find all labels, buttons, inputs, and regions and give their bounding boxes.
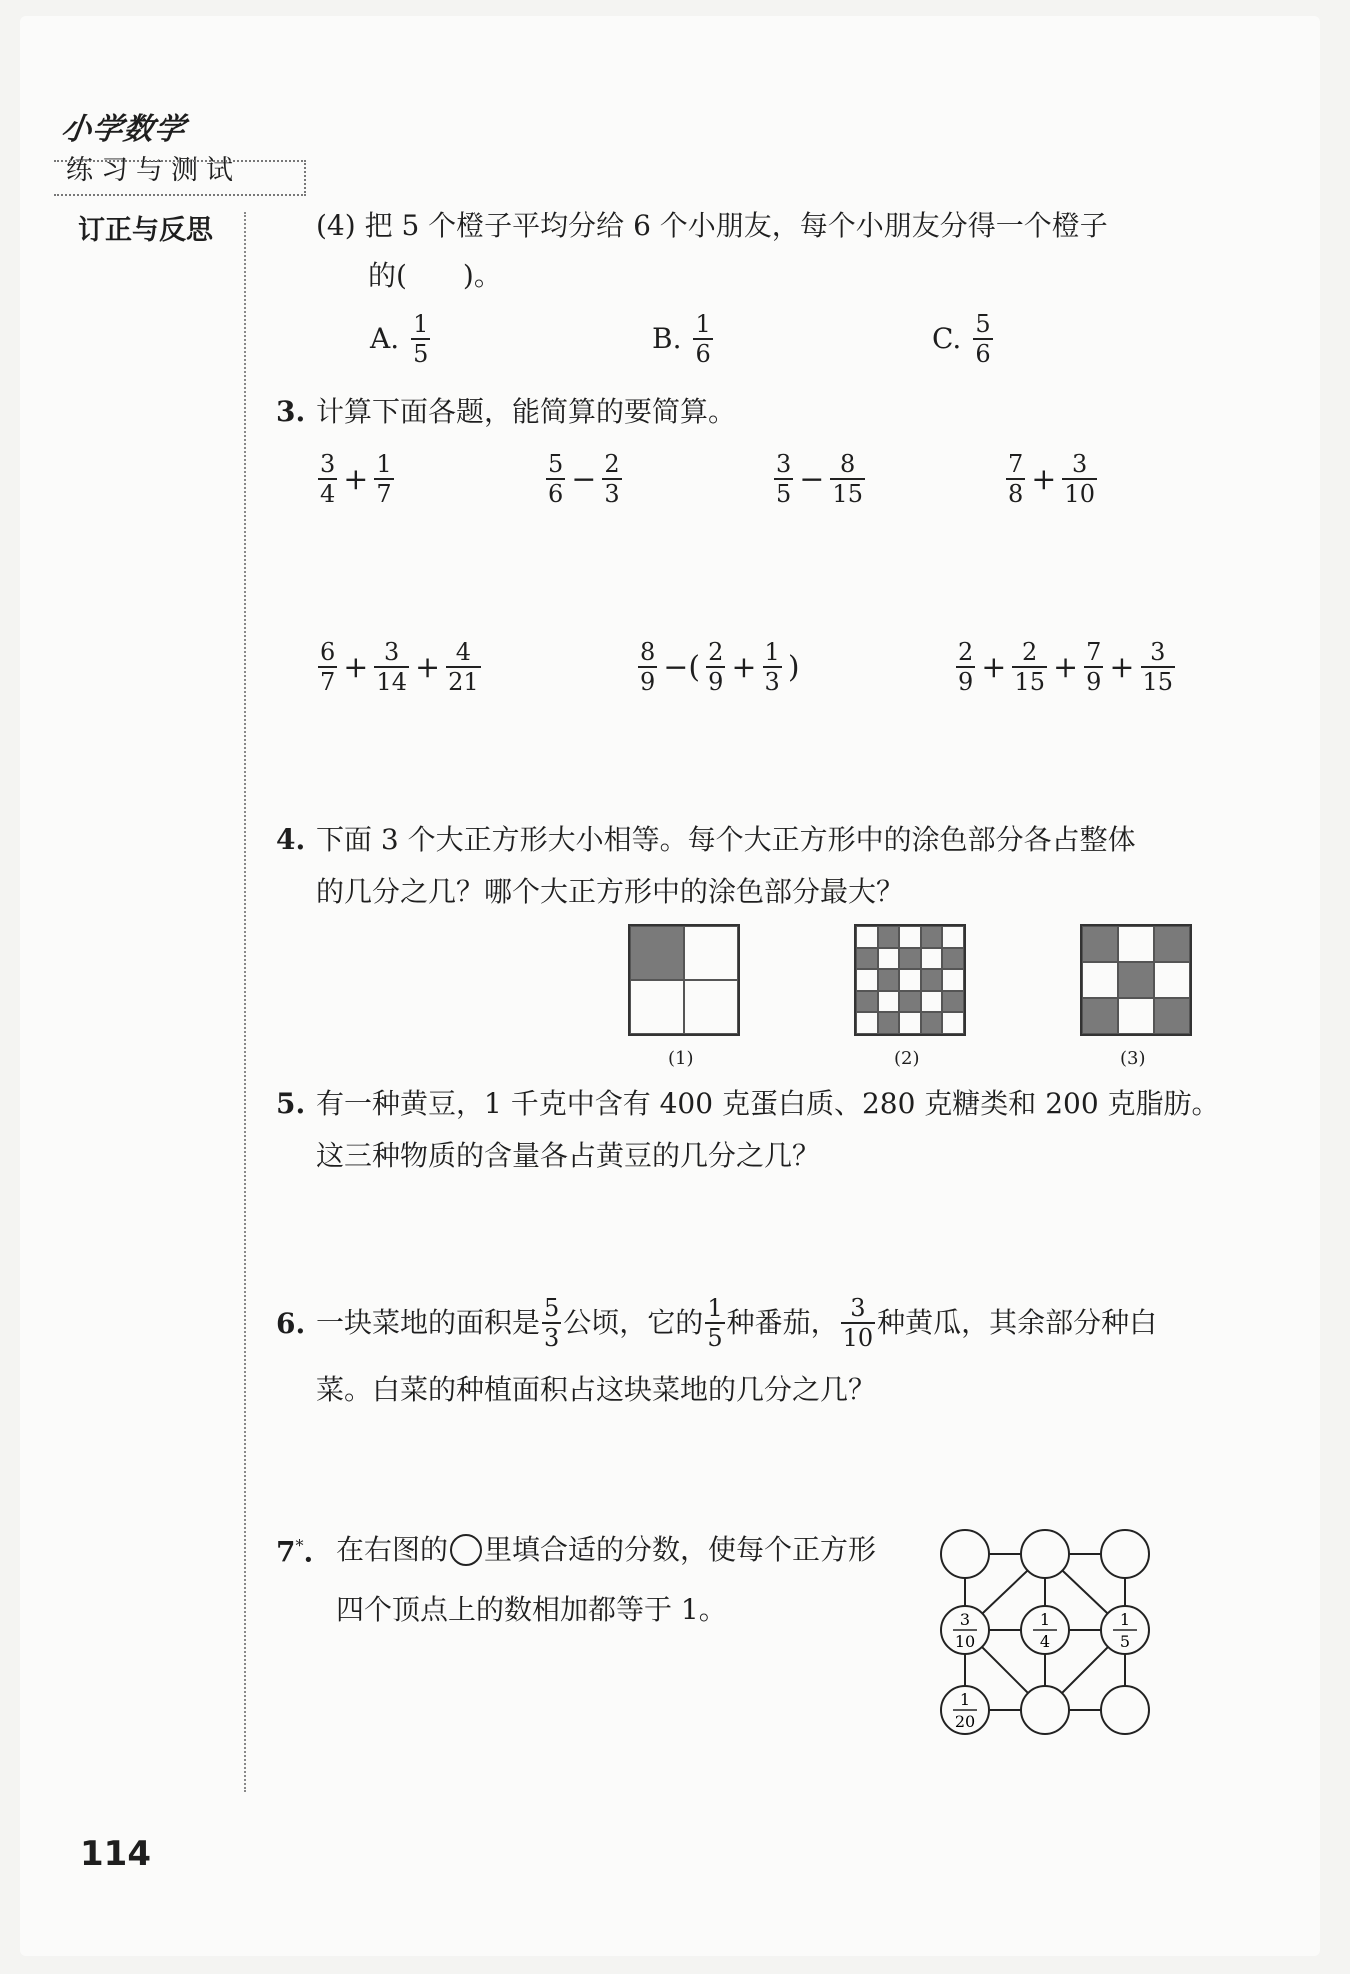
node-denominator: 20 xyxy=(954,1712,976,1731)
q3-expr-6: $\frac{8}{9}$ −( $\frac{2}{9}$ + $\frac{1}{3}$ ) xyxy=(640,638,800,696)
grid-cell xyxy=(921,991,943,1013)
series-title: 小学数学 xyxy=(59,112,188,147)
grid-cell xyxy=(1118,998,1154,1034)
margin-divider xyxy=(244,212,246,1792)
grid-cell xyxy=(899,926,921,948)
grid-cell xyxy=(899,948,921,970)
q7-line2: 四个顶点上的数相加都等于 1。 xyxy=(336,1593,727,1626)
node-numerator: 1 xyxy=(1119,1610,1131,1629)
grid-cell xyxy=(878,991,900,1013)
diagram-node-circle xyxy=(1101,1686,1149,1734)
page-number: 114 xyxy=(80,1834,151,1874)
q3-expr-5: $\frac{6}{7}$ + $\frac{3}{14}$ + $\frac{4}{21}$ xyxy=(320,638,479,696)
node-numerator: 3 xyxy=(959,1610,971,1629)
grid-cell xyxy=(878,926,900,948)
grid-cell xyxy=(942,948,964,970)
grid-cell xyxy=(684,980,738,1034)
grid-cell xyxy=(1154,926,1190,962)
square-figure-1 xyxy=(628,924,740,1036)
header-dotted-box xyxy=(54,160,306,196)
grid-cell xyxy=(942,926,964,948)
node-denominator: 5 xyxy=(1119,1632,1131,1651)
square-figure-3 xyxy=(1080,924,1192,1036)
q3-number: 3. xyxy=(276,395,306,428)
q3-expr-7: $\frac{2}{9}$ + $\frac{2}{15}$ + $\frac{7}{9}$ + $\frac{3}{15}$ xyxy=(958,638,1174,696)
node-denominator: 10 xyxy=(954,1632,976,1651)
grid-cell xyxy=(856,1012,878,1034)
q4-line2: 的几分之几？哪个大正方形中的涂色部分最大？ xyxy=(316,875,905,908)
grid-cell xyxy=(878,1012,900,1034)
grid-cell xyxy=(684,926,738,980)
circle-symbol-icon xyxy=(450,1534,482,1566)
q7-number: 7*. xyxy=(276,1535,314,1569)
grid-cell xyxy=(878,969,900,991)
sidebar-label: 订正与反思 xyxy=(78,215,213,246)
grid-cell xyxy=(856,991,878,1013)
q3-expr-2: $\frac{5}{6}$ − $\frac{2}{3}$ xyxy=(548,450,620,508)
grid-cell xyxy=(1118,962,1154,998)
diagram-node-circle xyxy=(1101,1530,1149,1578)
q6-line2: 菜。白菜的种植面积占这块菜地的几分之几？ xyxy=(316,1373,877,1406)
diagram-node-circle xyxy=(1021,1686,1069,1734)
option-fraction: $\frac{1}{5}$ xyxy=(413,310,429,368)
option-fraction: $\frac{1}{6}$ xyxy=(695,310,711,368)
node-numerator: 1 xyxy=(959,1690,971,1709)
grid-cell xyxy=(899,991,921,1013)
square-circle-diagram xyxy=(930,1524,1170,1744)
q3-title: 计算下面各题，能简算的要简算。 xyxy=(316,395,737,428)
grid-cell xyxy=(630,980,684,1034)
grid-cell xyxy=(856,948,878,970)
square-figure-2 xyxy=(854,924,966,1036)
q5-line1: 有一种黄豆，1 千克中含有 400 克蛋白质、280 克糖类和 200 克脂肪。 xyxy=(316,1087,1220,1120)
q6-number: 6. xyxy=(276,1307,306,1340)
grid-cell xyxy=(1082,998,1118,1034)
q5-number: 5. xyxy=(276,1087,306,1120)
grid-cell xyxy=(1082,926,1118,962)
node-denominator: 4 xyxy=(1039,1632,1051,1651)
grid-cell xyxy=(899,969,921,991)
q4-line1: 下面 3 个大正方形大小相等。每个大正方形中的涂色部分各占整体 xyxy=(316,823,1136,856)
option-label: A. xyxy=(370,322,400,355)
q2-4-option-b xyxy=(652,312,715,366)
grid-cell xyxy=(1082,962,1118,998)
q3-expr-1: $\frac{3}{4}$ + $\frac{1}{7}$ xyxy=(320,450,392,508)
q2-4-option-a xyxy=(370,312,432,366)
grid-cell xyxy=(942,991,964,1013)
grid-cell xyxy=(1118,926,1154,962)
q3-expr-3: $\frac{3}{5}$ − $\frac{8}{15}$ xyxy=(776,450,863,508)
option-fraction: $\frac{5}{6}$ xyxy=(975,310,991,368)
grid-cell xyxy=(878,948,900,970)
grid-cell xyxy=(856,926,878,948)
grid-cell xyxy=(1154,962,1190,998)
q5-line2: 这三种物质的含量各占黄豆的几分之几？ xyxy=(316,1139,821,1172)
square-caption-3: (3) xyxy=(1120,1048,1146,1069)
q2-4-text-cont: 的( )。 xyxy=(368,259,502,292)
q2-4-option-c xyxy=(932,312,995,366)
grid-cell xyxy=(942,969,964,991)
grid-cell xyxy=(921,969,943,991)
grid-cell xyxy=(856,969,878,991)
q2-4-text: (4) 把 5 个橙子平均分给 6 个小朋友，每个小朋友分得一个橙子 xyxy=(316,209,1108,242)
diagram-node-circle xyxy=(1021,1530,1069,1578)
series-subtitle: 练习与测试 xyxy=(66,155,241,186)
node-numerator: 1 xyxy=(1039,1610,1051,1629)
q3-expr-4: $\frac{7}{8}$ + $\frac{3}{10}$ xyxy=(1008,450,1095,508)
q7-line1: 在右图的 里填合适的分数，使每个正方形 xyxy=(336,1533,877,1566)
square-caption-1: (1) xyxy=(668,1048,694,1069)
diagram-node-circle xyxy=(941,1530,989,1578)
option-label: B. xyxy=(652,322,682,355)
grid-cell xyxy=(1154,998,1190,1034)
grid-cell xyxy=(942,1012,964,1034)
grid-cell xyxy=(921,926,943,948)
grid-cell xyxy=(899,1012,921,1034)
square-caption-2: (2) xyxy=(894,1048,920,1069)
grid-cell xyxy=(921,948,943,970)
grid-cell xyxy=(630,926,684,980)
q6-line1: 一块菜地的面积是 $\frac{5}{3}$ 公顷，它的 $\frac{1}{5}$ 种番茄， $\frac{3}{10}$ 种黄瓜，其余部分种白 xyxy=(316,1294,1158,1352)
q4-number: 4. xyxy=(276,823,306,856)
grid-cell xyxy=(921,1012,943,1034)
option-label: C. xyxy=(932,322,962,355)
